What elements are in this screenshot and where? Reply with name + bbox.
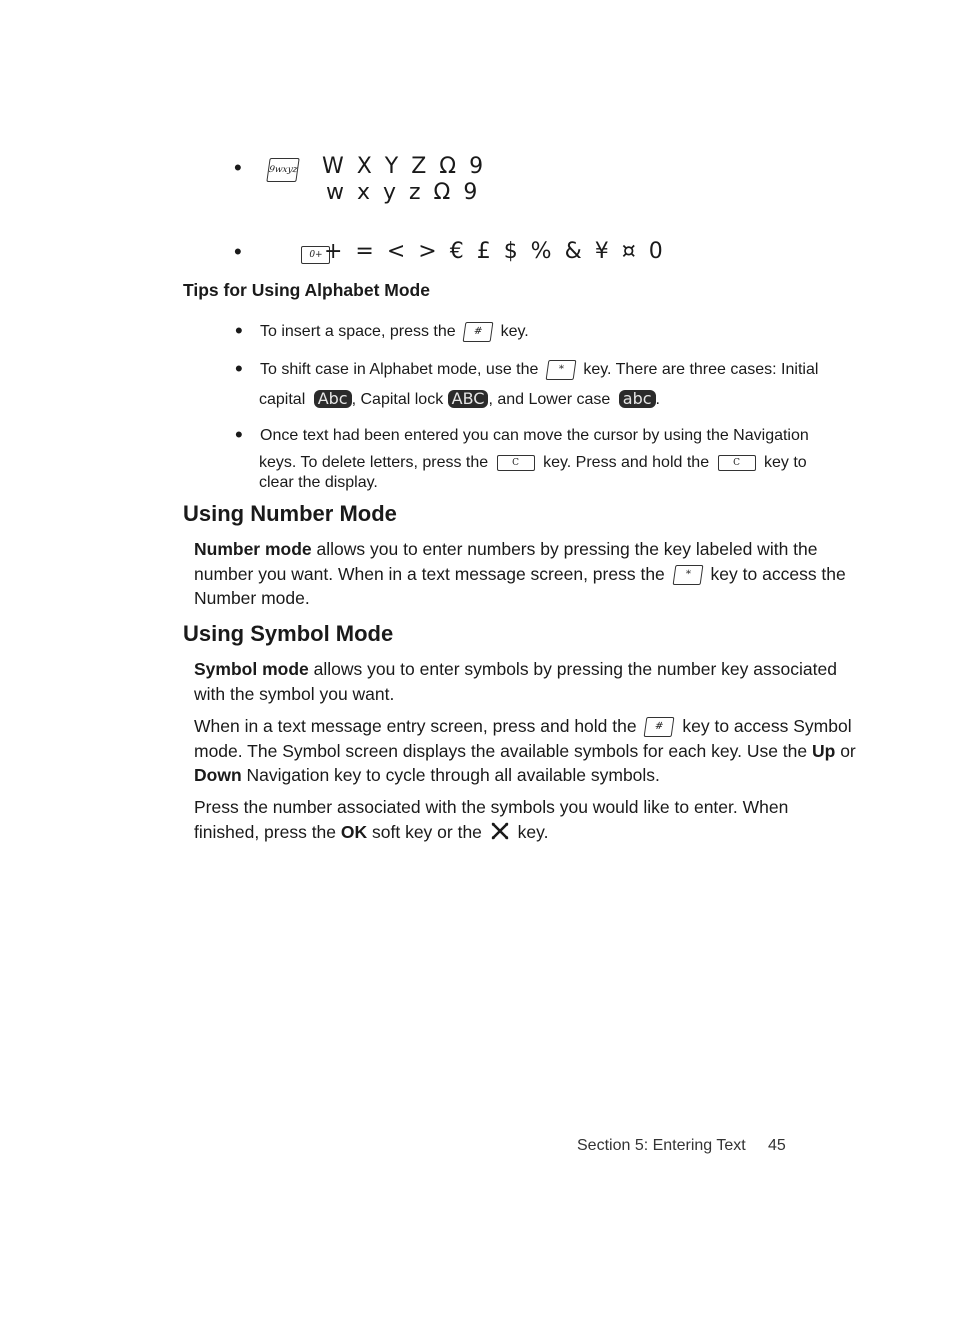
tip-text: key. — [500, 323, 529, 341]
symbol-mode-p2-line1 — [194, 714, 852, 739]
tip-text: capital — [259, 391, 306, 408]
bold-term: Up — [812, 741, 836, 761]
badge-capital-lock: ABC — [448, 390, 489, 408]
badge-initial-capital: Abc — [314, 390, 352, 408]
body-text: key to access the — [710, 564, 846, 584]
body-text: When in a text message entry screen, press and hold the — [194, 716, 637, 736]
bold-term: OK — [340, 822, 368, 842]
tips-heading: Tips for Using Alphabet Mode — [183, 280, 430, 300]
tip-text: key. Press and hold the — [543, 454, 710, 471]
bold-term: Symbol mode — [194, 659, 309, 679]
tip-text: , and Lower case — [488, 391, 611, 408]
number-mode-line1 — [194, 537, 818, 562]
body-text: key to access Symbol — [682, 716, 852, 736]
tip-space — [260, 322, 529, 342]
tip-cursor-line2 — [259, 454, 807, 472]
clear-key-icon: C — [497, 455, 535, 471]
pound-key-icon: # — [463, 322, 494, 342]
symbol-mode-p3-line2 — [194, 820, 548, 845]
symbol-mode-p2-line2 — [194, 739, 856, 764]
body-text: Navigation key to cycle through all available symbols. — [241, 765, 660, 785]
key-0-icon: 0+ — [301, 246, 330, 264]
body-text: number you want. When in a text message screen, press the — [194, 564, 665, 584]
number-mode-heading: Using Number Mode — [183, 501, 397, 526]
number-mode-line3: Number mode. — [194, 588, 310, 608]
symbol-row-0: + = < > € £ $ % & ¥ ¤ 0 — [324, 239, 666, 264]
tip-text: . — [655, 391, 660, 408]
body-text: allows you to enter numbers by pressing the key labeled with the — [311, 539, 818, 559]
tip-shift-line1 — [260, 360, 818, 380]
body-text: allows you to enter symbols by pressing the number key associated — [308, 659, 837, 679]
badge-lower-case: abc — [619, 390, 656, 408]
body-text: soft key or the — [367, 822, 482, 842]
bullet: • — [234, 239, 242, 264]
symbol-mode-heading: Using Symbol Mode — [183, 621, 394, 646]
bullet: • — [235, 356, 243, 381]
tip-text: key. There are three cases: Initial — [583, 361, 819, 379]
end-key-icon — [490, 821, 510, 841]
star-key-icon: * — [672, 565, 703, 585]
number-mode-line2 — [194, 562, 846, 587]
symbol-mode-p2-line3 — [194, 763, 660, 788]
body-text: key. — [517, 822, 549, 842]
symbol-row-9-lower: w x y z Ω 9 — [326, 180, 481, 205]
symbol-row-9-upper: W X Y Z Ω 9 — [322, 154, 487, 179]
bold-term: Down — [194, 765, 242, 785]
bullet: • — [235, 422, 243, 447]
tip-text: keys. To delete letters, press the — [259, 454, 489, 471]
body-text: or — [835, 741, 856, 761]
page-number: 45 — [768, 1137, 786, 1154]
key-9-icon: 9wxyz — [266, 158, 299, 182]
tip-text: key to — [764, 454, 807, 471]
body-text: mode. The Symbol screen displays the available symbols for each key. Use the — [194, 741, 812, 761]
symbol-mode-p3-line1: Press the number associated with the symbols you would like to enter. When — [194, 797, 789, 817]
tip-shift-line2 — [259, 390, 660, 409]
symbol-mode-p1-line2: with the symbol you want. — [194, 684, 395, 704]
body-text: finished, press the — [194, 822, 341, 842]
tip-cursor-line3: clear the display. — [259, 474, 378, 491]
footer-section: Section 5: Entering Text — [577, 1137, 746, 1154]
symbol-mode-p1-line1 — [194, 657, 837, 682]
pound-key-icon: # — [644, 717, 675, 737]
tip-cursor-line1: Once text had been entered you can move the cursor by using the Navigation — [260, 427, 809, 444]
tip-text: To insert a space, press the — [260, 323, 456, 341]
clear-key-icon: C — [718, 455, 756, 471]
bullet: • — [234, 155, 242, 180]
bold-term: Number mode — [194, 539, 312, 559]
bullet: • — [235, 318, 243, 343]
tip-text: To shift case in Alphabet mode, use the — [260, 361, 539, 379]
star-key-icon: * — [545, 360, 576, 380]
tip-text: , Capital lock — [351, 391, 444, 408]
